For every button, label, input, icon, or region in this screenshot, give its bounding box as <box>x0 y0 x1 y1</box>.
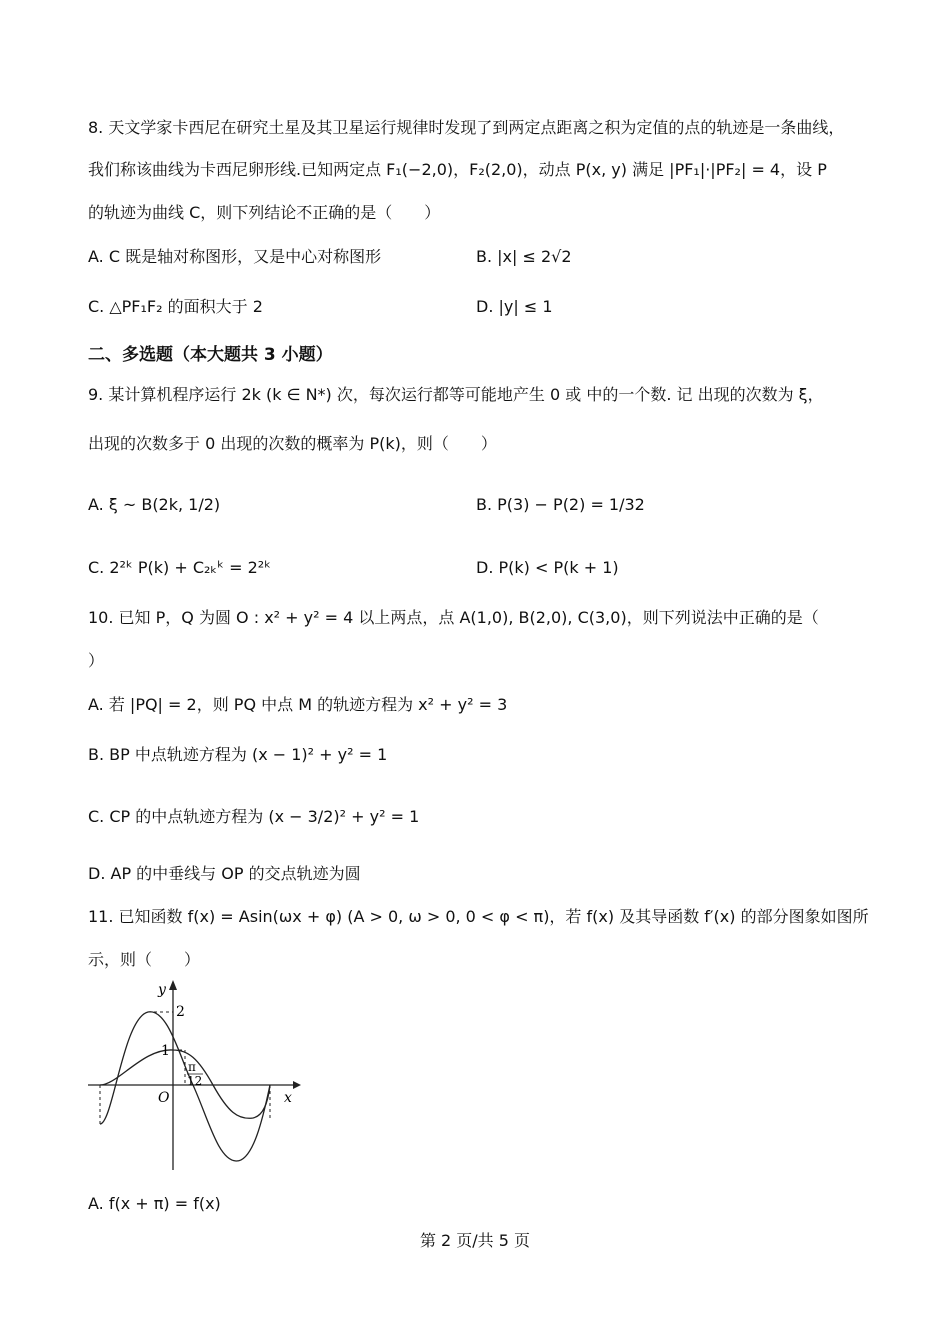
q10-option-c[interactable]: C. CP 的中点轨迹方程为 (x − 3/2)² + y² = 1 <box>88 807 420 826</box>
x-label: x <box>284 1090 292 1106</box>
q10-option-d[interactable]: D. AP 的中垂线与 OP 的交点轨迹为圆 <box>88 864 361 883</box>
q9-line-2: 出现的次数多于 0 出现的次数的概率为 P(k)，则（ ） <box>88 434 497 453</box>
q9-option-c[interactable]: C. 2²ᵏ P(k) + C₂ₖᵏ = 2²ᵏ <box>88 558 272 577</box>
q11-line-2: 示，则（ ） <box>88 950 201 969</box>
q9-option-a[interactable]: A. ξ ~ B(2k, 1/2) <box>88 495 221 514</box>
y-label: y <box>158 982 166 998</box>
q11-line-1: 11. 已知函数 f(x) = Asin(ωx + φ) (A > 0, ω > 0, 0 < φ < π)，若 f(x) 及其导函数 f′(x) 的部分图象如图所 <box>88 907 869 926</box>
q8-line-1: 8. 天文学家卡西尼在研究土星及其卫星运行规律时发现了到两定点距离之积为定值的点的轨迹是一条曲线， <box>88 118 845 137</box>
label-12: 12 <box>187 1074 203 1088</box>
q8-line-2: 我们称该曲线为卡西尼卵形线.已知两定点 F₁(−2,0)，F₂(2,0)，动点 P(x, y) 满足 |PF₁|·|PF₂| = 4，设 P <box>88 160 827 179</box>
q8-option-d[interactable]: D. |y| ≤ 1 <box>476 297 553 316</box>
label-pi: π <box>188 1060 196 1074</box>
q9-option-d[interactable]: D. P(k) < P(k + 1) <box>476 558 619 577</box>
q8-line-3: 的轨迹为曲线 C，则下列结论不正确的是（ ） <box>88 203 441 222</box>
section-heading: 二、多选题（本大题共 3 小题） <box>88 345 333 365</box>
q8-option-b[interactable]: B. |x| ≤ 2√2 <box>476 247 572 266</box>
y-axis-arrow <box>169 980 177 990</box>
x-axis-arrow <box>293 1081 301 1089</box>
page-footer: 第 2 页/共 5 页 <box>419 1231 531 1250</box>
label-1: 1 <box>161 1043 170 1059</box>
q10-option-a[interactable]: A. 若 |PQ| = 2，则 PQ 中点 M 的轨迹方程为 x² + y² = 3 <box>88 695 508 714</box>
q9-option-b[interactable]: B. P(3) − P(2) = 1/32 <box>476 495 645 514</box>
curve-f <box>100 1050 270 1118</box>
q10-line-1: 10. 已知 P，Q 为圆 O : x² + y² = 4 以上两点，点 A(1,0), B(2,0), C(3,0)，则下列说法中正确的是（ <box>88 608 819 627</box>
q8-option-a[interactable]: A. C 既是轴对称图形，又是中心对称图形 <box>88 247 382 266</box>
q10-line-2: ） <box>88 651 105 670</box>
q8-option-c[interactable]: C. △PF₁F₂ 的面积大于 2 <box>88 297 263 316</box>
q10-option-b[interactable]: B. BP 中点轨迹方程为 (x − 1)² + y² = 1 <box>88 745 388 764</box>
q11-option-a[interactable]: A. f(x + π) = f(x) <box>88 1194 221 1213</box>
label-2: 2 <box>176 1004 185 1020</box>
curve-f-prime <box>100 1012 270 1161</box>
origin-label: O <box>158 1090 170 1106</box>
q9-line-1: 9. 某计算机程序运行 2k (k ∈ N*) 次，每次运行都等可能地产生 0 或 中的一个数. 记 出现的次数为 ξ， <box>88 385 824 404</box>
function-graph <box>88 978 303 1178</box>
